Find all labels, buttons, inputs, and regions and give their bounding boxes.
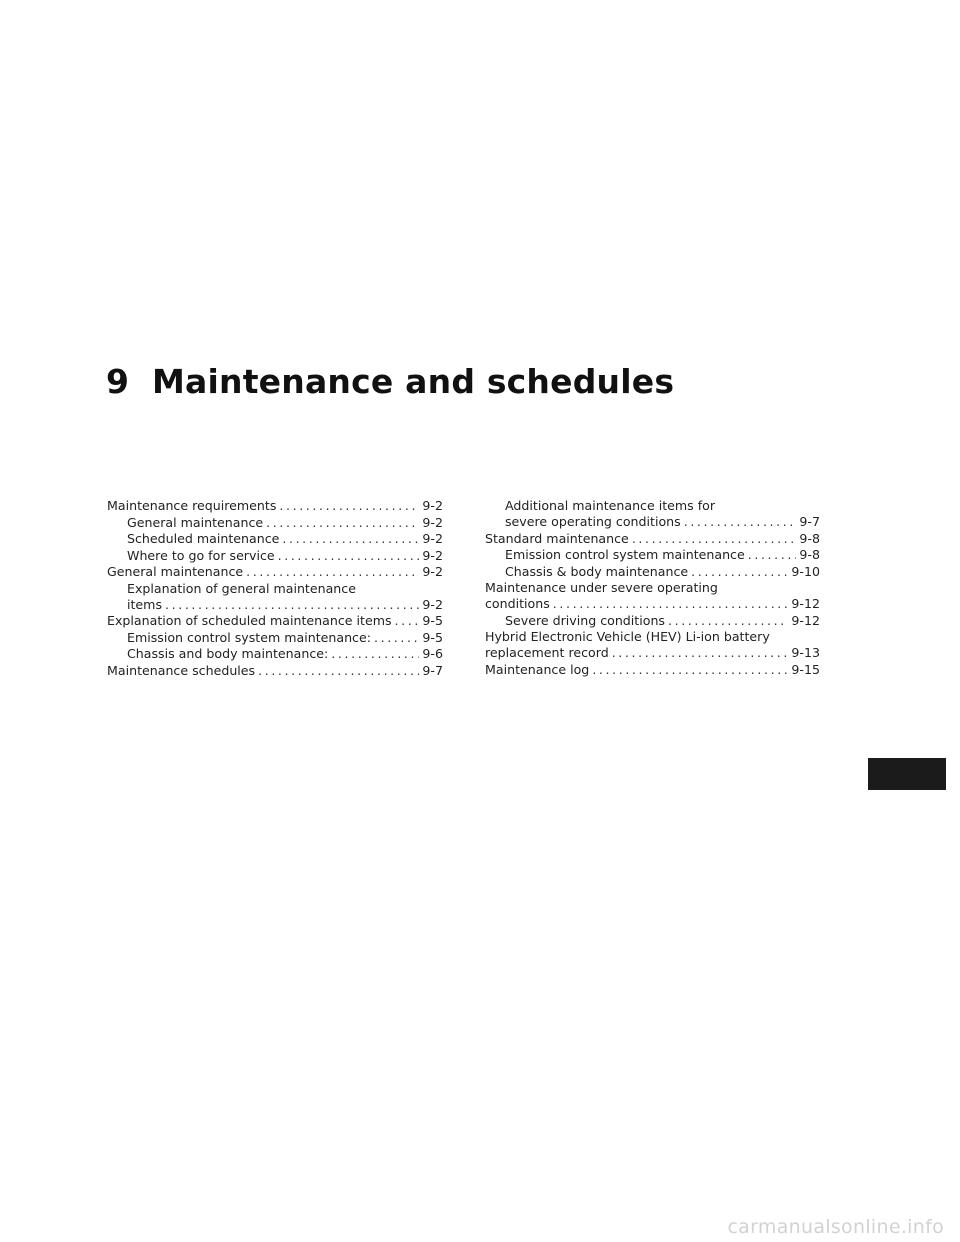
toc-leader-dots bbox=[374, 630, 419, 646]
toc-entry-severe-driving-conditions[interactable] bbox=[485, 613, 820, 629]
toc-page-number: 9-5 bbox=[422, 613, 443, 628]
toc-entry-standard-maintenance[interactable] bbox=[485, 531, 820, 547]
toc-page-number: 9-6 bbox=[422, 646, 443, 661]
toc-leader-dots bbox=[278, 548, 420, 564]
toc-entry-text-line1: Explanation of general maintenance bbox=[127, 580, 356, 596]
toc-entry-scheduled-maintenance[interactable] bbox=[107, 531, 443, 547]
toc-page-number: 9-7 bbox=[422, 662, 443, 678]
toc-entry-emission-control-system-maintenance[interactable] bbox=[485, 547, 820, 563]
chapter-number: 9 bbox=[106, 362, 130, 401]
chapter-tab-marker bbox=[868, 758, 946, 790]
toc-page-number: 9-2 bbox=[422, 514, 443, 530]
toc-page-number: 9-7 bbox=[799, 514, 820, 529]
toc-leader-dots bbox=[691, 564, 788, 580]
toc-entry-text: Maintenance schedules bbox=[107, 662, 256, 678]
toc-entry-text: Explanation of scheduled maintenance items bbox=[107, 613, 392, 628]
toc-entry-explanation-of-scheduled-maintenance-items[interactable] bbox=[107, 613, 443, 629]
toc-entry-text: Maintenance log bbox=[485, 661, 590, 677]
toc-entry-text: Maintenance requirements bbox=[107, 498, 277, 513]
toc-entry-text: Standard maintenance bbox=[485, 530, 629, 546]
toc-leader-dots bbox=[331, 646, 419, 662]
toc-page-number: 9-8 bbox=[799, 530, 820, 546]
toc-page-number: 9-12 bbox=[791, 612, 820, 628]
toc-leader-dots bbox=[632, 531, 797, 547]
toc-entry-general-maintenance[interactable] bbox=[107, 515, 443, 531]
toc-page-number: 9-13 bbox=[791, 645, 820, 660]
toc-entry-text: Chassis and body maintenance: bbox=[127, 646, 329, 661]
toc-entry-text: Where to go for service bbox=[127, 547, 275, 563]
toc-entry-text: items bbox=[127, 596, 163, 612]
toc-entry-chassis-body-maintenance[interactable] bbox=[485, 564, 820, 580]
toc-entry-text-line1: Additional maintenance items for bbox=[505, 498, 716, 513]
toc-entry-text: Scheduled maintenance bbox=[127, 531, 280, 546]
toc-leader-dots bbox=[612, 645, 789, 661]
toc-entry-text: severe operating conditions bbox=[505, 514, 681, 529]
toc-leader-dots bbox=[395, 613, 420, 629]
toc-page-number: 9-5 bbox=[422, 629, 443, 645]
toc-left-column bbox=[107, 498, 443, 679]
toc-page-number: 9-2 bbox=[422, 564, 443, 579]
toc-page-number: 9-2 bbox=[422, 596, 443, 612]
toc-entry-hybrid-electronic-vehicle-hev-li-ion-battery-replacement-record[interactable] bbox=[485, 629, 820, 661]
toc-entry-text: General maintenance bbox=[127, 514, 264, 530]
toc-page-number: 9-12 bbox=[791, 596, 820, 611]
toc-entry-maintenance-requirements[interactable] bbox=[107, 498, 443, 514]
toc-entry-additional-maintenance-items-for-severe-operating-conditions[interactable] bbox=[485, 498, 820, 530]
toc-leader-dots bbox=[668, 613, 788, 629]
toc-leader-dots bbox=[282, 531, 419, 547]
toc-entry-general-maintenance[interactable] bbox=[107, 564, 443, 580]
toc-entry-text: Severe driving conditions bbox=[505, 612, 665, 628]
toc-entry-emission-control-system-maintenance[interactable] bbox=[107, 630, 443, 646]
toc-entry-text: General maintenance bbox=[107, 564, 244, 579]
toc-entry-text: conditions bbox=[485, 596, 550, 611]
toc-entry-maintenance-schedules[interactable] bbox=[107, 663, 443, 679]
toc-leader-dots bbox=[165, 597, 419, 613]
toc-entry-text: Emission control system maintenance bbox=[505, 547, 745, 562]
toc-page-number: 9-2 bbox=[422, 498, 443, 513]
toc-leader-dots bbox=[553, 596, 789, 612]
chapter-title: Maintenance and schedules bbox=[152, 362, 675, 401]
toc-page-number: 9-2 bbox=[422, 547, 443, 563]
toc-entry-chassis-and-body-maintenance[interactable] bbox=[107, 646, 443, 662]
toc-leader-dots bbox=[748, 547, 797, 563]
toc-page-number: 9-10 bbox=[791, 563, 820, 579]
toc-leader-dots bbox=[279, 498, 419, 514]
toc-entry-text-line1: Hybrid Electronic Vehicle (HEV) Li-ion battery bbox=[485, 629, 770, 644]
toc-page-number: 9-2 bbox=[422, 531, 443, 546]
toc-entry-text-line1: Maintenance under severe operating bbox=[485, 580, 718, 595]
toc-leader-dots bbox=[266, 515, 419, 531]
toc-entry-where-to-go-for-service[interactable] bbox=[107, 548, 443, 564]
toc-entry-maintenance-under-severe-operating-conditions[interactable] bbox=[485, 580, 820, 612]
watermark: carmanualsonline.info bbox=[727, 1216, 944, 1238]
toc-page-number: 9-8 bbox=[799, 547, 820, 562]
toc-page-number: 9-15 bbox=[791, 661, 820, 677]
toc-right-column bbox=[485, 498, 820, 678]
toc-entry-text: Emission control system maintenance: bbox=[127, 629, 371, 645]
toc-entry-text: replacement record bbox=[485, 645, 609, 660]
toc-leader-dots bbox=[684, 514, 797, 530]
toc-entry-maintenance-log[interactable] bbox=[485, 662, 820, 678]
toc-leader-dots bbox=[592, 662, 788, 678]
toc-entry-explanation-of-general-maintenance-items[interactable] bbox=[107, 581, 443, 613]
toc-entry-text: Chassis & body maintenance bbox=[505, 563, 689, 579]
toc-leader-dots bbox=[246, 564, 419, 580]
toc-leader-dots bbox=[258, 663, 419, 679]
chapter-heading bbox=[106, 360, 674, 404]
